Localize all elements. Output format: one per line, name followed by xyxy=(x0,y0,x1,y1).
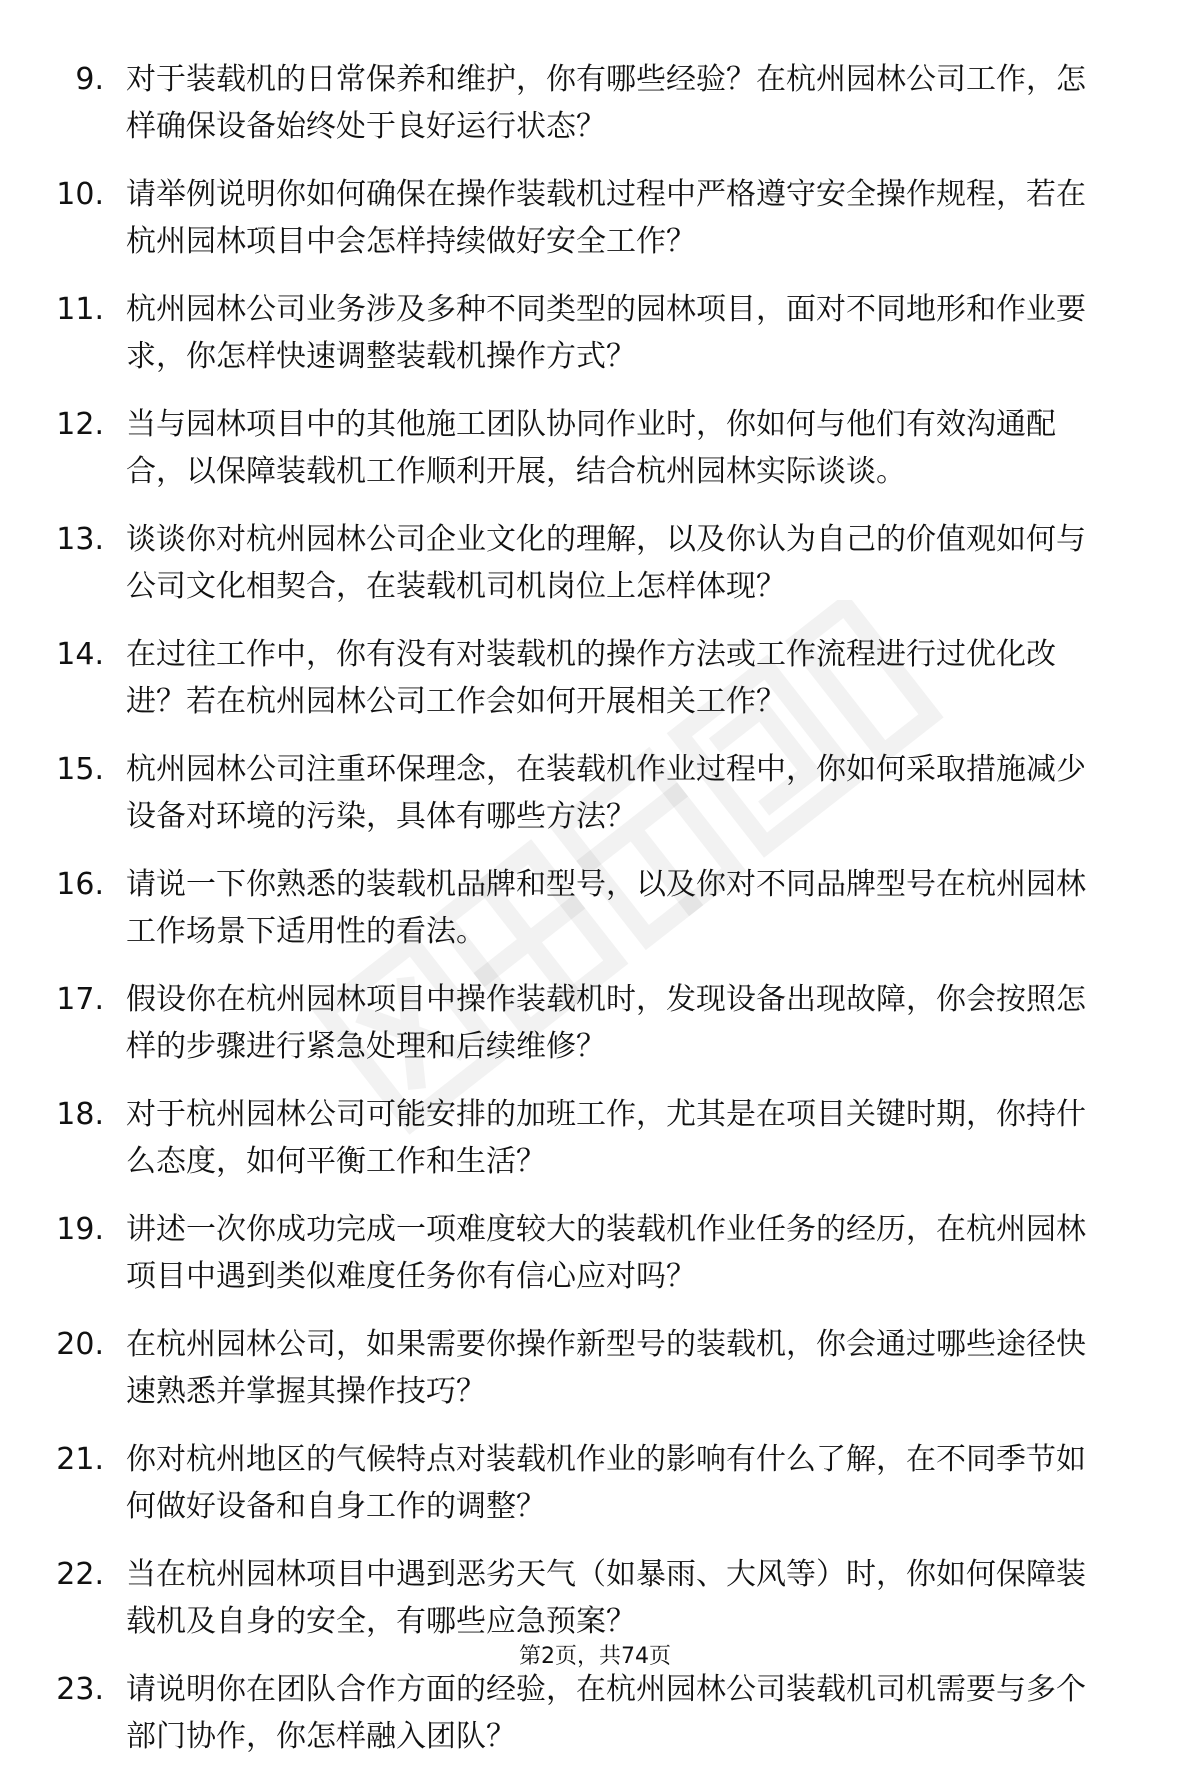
question-item xyxy=(0,1091,1190,1185)
question-text: 请说一下你熟悉的装载机品牌和型号，以及你对不同品牌型号在杭州园林工作场景下适用性的看法。 xyxy=(126,867,1086,949)
question-number: 21. xyxy=(56,1442,104,1477)
question-text: 讲述一次你成功完成一项难度较大的装载机作业任务的经历，在杭州园林项目中遇到类似难度任务你有信心应对吗？ xyxy=(126,1212,1086,1294)
question-number: 13. xyxy=(56,522,104,557)
question-number: 23. xyxy=(56,1672,104,1707)
question-text: 当在杭州园林项目中遇到恶劣天气（如暴雨、大风等）时，你如何保障装载机及自身的安全，有哪些应急预案？ xyxy=(126,1557,1086,1639)
question-text: 对于杭州园林公司可能安排的加班工作，尤其是在项目关键时期，你持什么态度，如何平衡工作和生活？ xyxy=(126,1097,1086,1179)
page-footer: 第2页，共74页 xyxy=(519,1644,671,1669)
question-number: 10. xyxy=(56,177,104,212)
question-number: 14. xyxy=(56,637,104,672)
question-item xyxy=(0,861,1190,955)
question-number: 12. xyxy=(56,407,104,442)
question-text: 谈谈你对杭州园林公司企业文化的理解，以及你认为自己的价值观如何与公司文化相契合，在装载机司机岗位上怎样体现？ xyxy=(126,522,1086,604)
question-item xyxy=(0,1436,1190,1530)
question-text: 在过往工作中，你有没有对装载机的操作方法或工作流程进行过优化改进？若在杭州园林公司工作会如何开展相关工作？ xyxy=(126,637,1056,719)
question-text: 杭州园林公司注重环保理念，在装载机作业过程中，你如何采取措施减少设备对环境的污染，具体有哪些方法？ xyxy=(126,752,1086,834)
question-text: 请说明你在团队合作方面的经验，在杭州园林公司装载机司机需要与多个部门协作，你怎样融入团队？ xyxy=(126,1672,1086,1754)
question-item xyxy=(0,1666,1190,1760)
question-text: 请举例说明你如何确保在操作装载机过程中严格遵守安全操作规程，若在杭州园林项目中会怎样持续做好安全工作？ xyxy=(126,177,1086,259)
question-text: 杭州园林公司业务涉及多种不同类型的园林项目，面对不同地形和作业要求，你怎样快速调整装载机操作方式？ xyxy=(126,292,1086,374)
question-number: 22. xyxy=(56,1557,104,1592)
question-item xyxy=(0,631,1190,725)
question-item xyxy=(0,1321,1190,1415)
question-number: 18. xyxy=(56,1097,104,1132)
question-number: 17. xyxy=(56,982,104,1017)
question-number: 9. xyxy=(75,62,104,97)
question-number: 15. xyxy=(56,752,104,787)
question-item xyxy=(0,976,1190,1070)
question-item xyxy=(0,56,1190,150)
question-list xyxy=(0,56,1190,1781)
question-item xyxy=(0,1551,1190,1645)
question-item xyxy=(0,516,1190,610)
question-text: 对于装载机的日常保养和维护，你有哪些经验？在杭州园林公司工作，怎样确保设备始终处于良好运行状态？ xyxy=(126,62,1086,144)
question-number: 16. xyxy=(56,867,104,902)
question-text: 在杭州园林公司，如果需要你操作新型号的装载机，你会通过哪些途径快速熟悉并掌握其操作技巧？ xyxy=(126,1327,1086,1409)
question-item xyxy=(0,1206,1190,1300)
question-number: 11. xyxy=(56,292,104,327)
question-text: 假设你在杭州园林项目中操作装载机时，发现设备出现故障，你会按照怎样的步骤进行紧急处理和后续维修？ xyxy=(126,982,1086,1064)
question-item xyxy=(0,401,1190,495)
question-number: 19. xyxy=(56,1212,104,1247)
question-text: 当与园林项目中的其他施工团队协同作业时，你如何与他们有效沟通配合，以保障装载机工作顺利开展，结合杭州园林实际谈谈。 xyxy=(126,407,1056,489)
question-number: 20. xyxy=(56,1327,104,1362)
question-item xyxy=(0,286,1190,380)
question-item xyxy=(0,746,1190,840)
question-item xyxy=(0,171,1190,265)
question-text: 你对杭州地区的气候特点对装载机作业的影响有什么了解，在不同季节如何做好设备和自身工作的调整？ xyxy=(126,1442,1086,1524)
